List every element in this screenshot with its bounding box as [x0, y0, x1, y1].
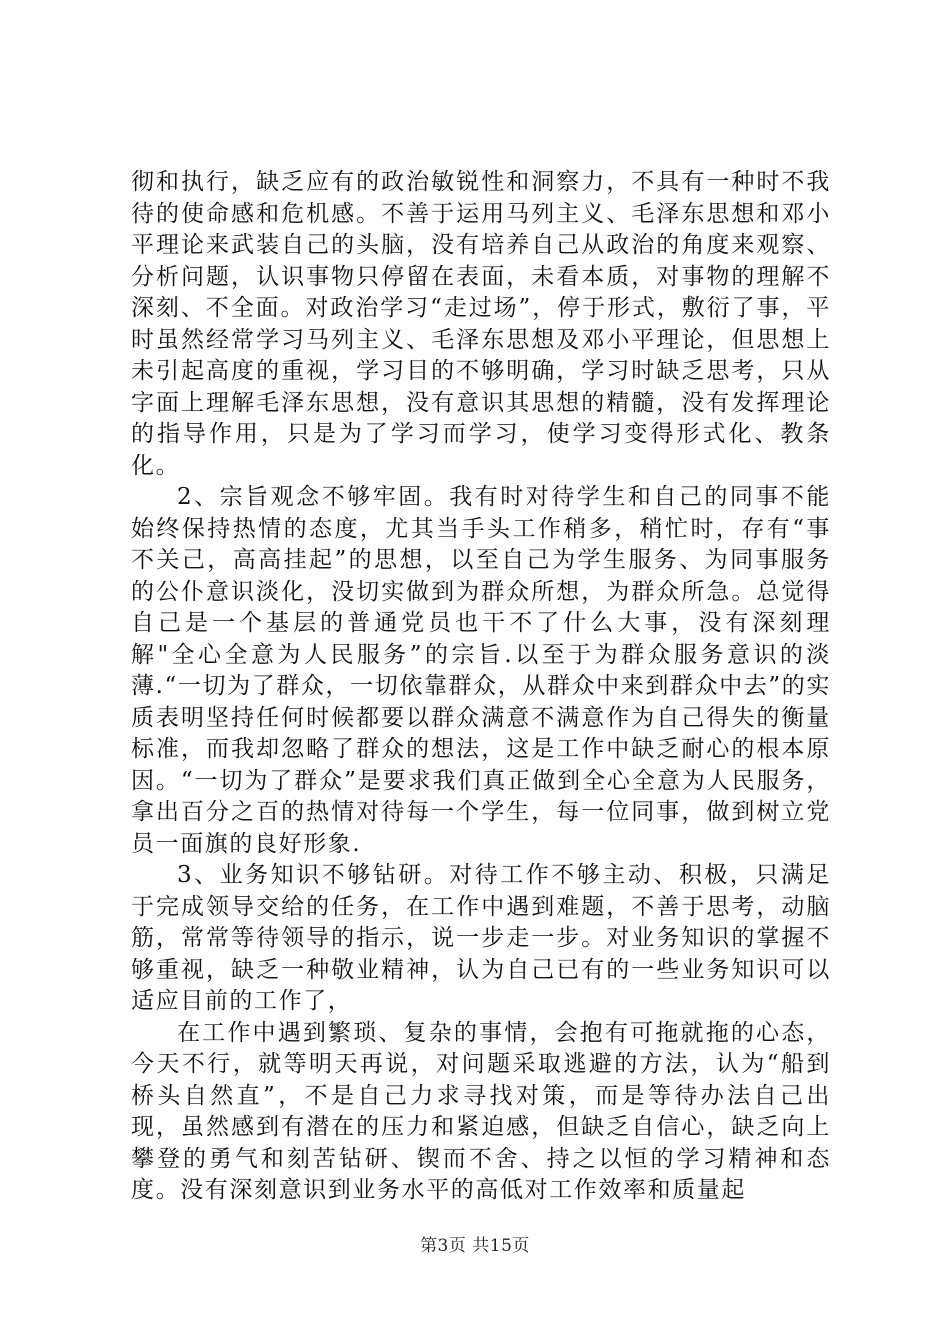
document-body: [131, 167, 831, 1207]
paragraph-business-knowledge: 3、业务知识不够钻研。对待工作不够主动、积极，只满足于完成领导交给的任务，在工作中遇到难题，不善于思考，动脑筋，常常等待领导的指示，说一步走一步。对业务知识的掌握不够重视，缺乏一种敬业精神，认为自己已有的一些业务知识可以适应目前的工作了，: [131, 862, 831, 1014]
page-number-footer: 第3页 共15页: [420, 1236, 530, 1256]
paragraph-continuation: 彻和执行，缺乏应有的政治敏锐性和洞察力，不具有一种时不我待的使命感和危机感。不善于运用马列主义、毛泽东思想和邓小平理论来武装自己的头脑，没有培养自己从政治的角度来观察、分析问题，认识事物只停留在表面，未看本质，对事物的理解不深刻、不全面。对政治学习“走过场”，停于形式，敷衍了事，平时虽然经常学习马列主义、毛泽东思想及邓小平理论，但思想上未引起高度的重视，学习目的不够明确，学习时缺乏思考，只从字面上理解毛泽东思想，没有意识其思想的精髓，没有发挥理论的指导作用，只是为了学习而学习，使学习变得形式化、教条化。: [131, 169, 831, 479]
paragraph-work-attitude: 在工作中遇到繁琐、复杂的事情，会抱有可拖就拖的心态，今天不行，就等明天再说，对问题采取逃避的方法，认为“船到桥头自然直”，不是自己力求寻找对策，而是等待办法自己出现，虽然感到有潜在的压力和紧迫感，但缺乏自信心，缺乏向上攀登的勇气和刻苦钻研、锲而不舍、持之以恒的学习精神和态度。没有深刻意识到业务水平的高低对工作效率和质量起: [131, 1019, 831, 1203]
paragraph-purpose-concept: 2、宗旨观念不够牢固。我有时对待学生和自己的同事不能始终保持热情的态度，尤其当手头工作稍多，稍忙时，存有“事不关己，高高挂起”的思想，以至自己为学生服务、为同事服务的公仆意识淡化，没切实做到为群众所想，为群众所急。总觉得自己是一个基层的普通党员也干不了什么大事，没有深刻理解"全心全意为人民服务”的宗旨.以至于为群众服务意识的淡薄.“一切为了群众，一切依靠群众，从群众中来到群众中去”的实质表明坚持任何时候都要以群众满意不满意作为自己得失的衡量标准，而我却忽略了群众的想法，这是工作中缺乏耐心的根本原因。“一切为了群众”是要求我们真正做到全心全意为人民服务，拿出百分之百的热情对待每一个学生，每一位同事，做到树立党员一面旗的良好形象.: [131, 484, 831, 857]
